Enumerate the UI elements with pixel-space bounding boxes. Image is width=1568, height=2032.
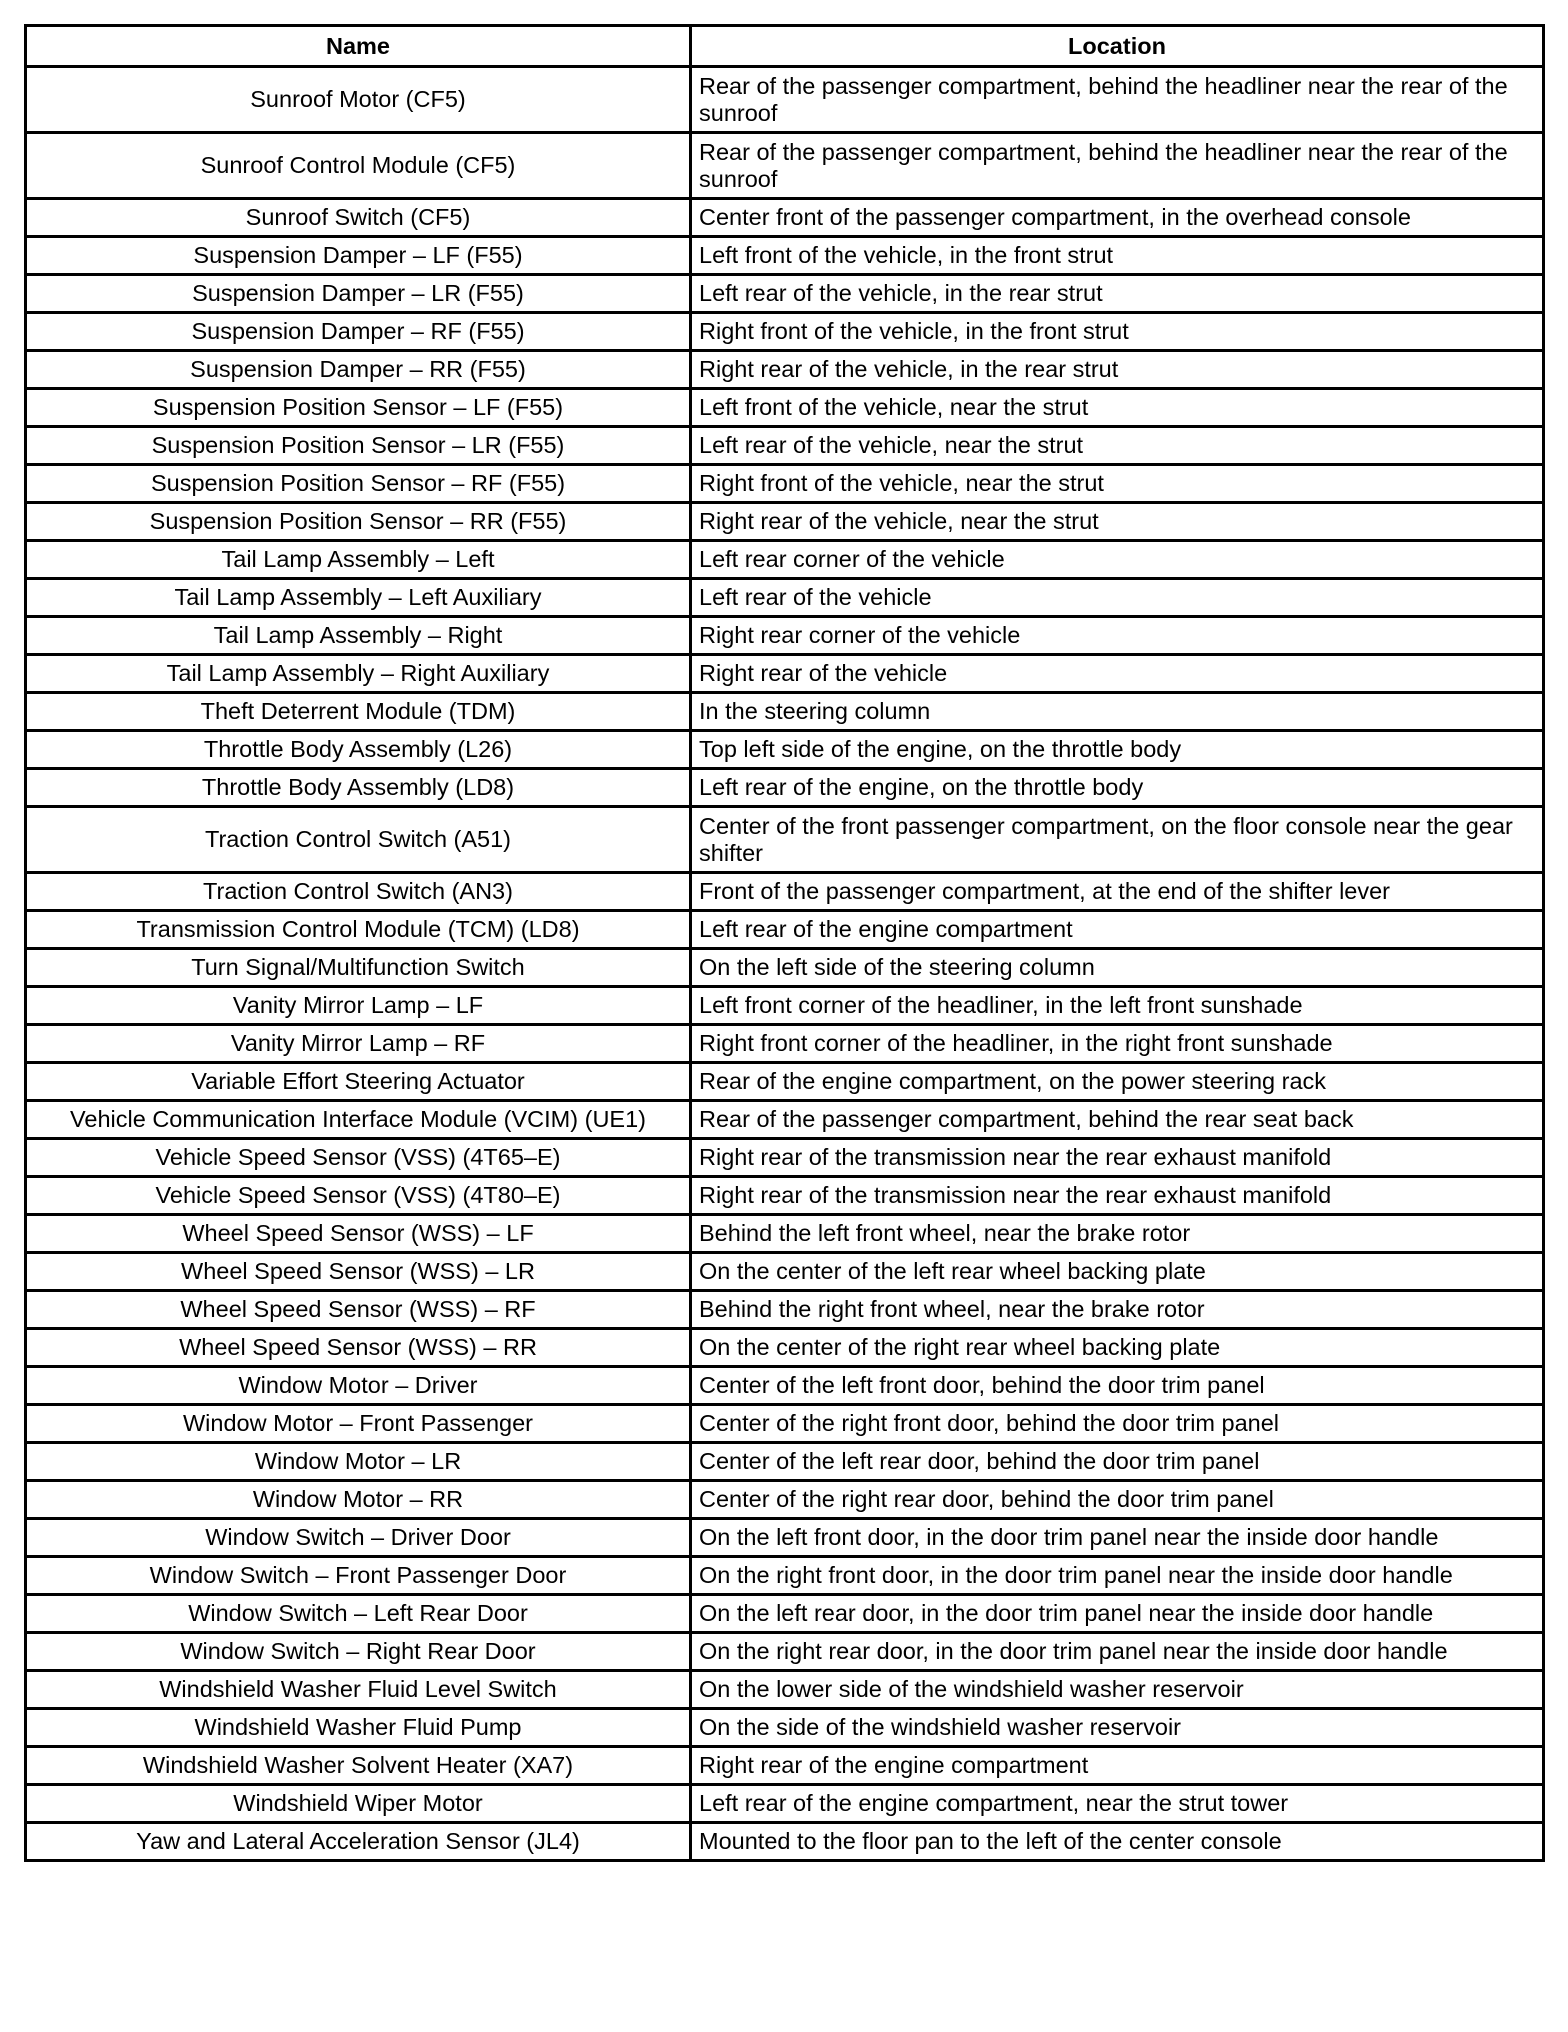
table-row: [26, 1747, 1544, 1785]
table-row: [26, 693, 1544, 731]
table-row: [26, 1633, 1544, 1671]
component-name-cell: Window Switch – Front Passenger Door: [26, 1557, 691, 1595]
table-row: [26, 987, 1544, 1025]
component-location-cell: Center of the front passenger compartment, on the floor console near the gear shifter: [691, 807, 1544, 873]
component-location-cell: Front of the passenger compartment, at the end of the shifter lever: [691, 873, 1544, 911]
component-location-cell: On the left front door, in the door trim panel near the inside door handle: [691, 1519, 1544, 1557]
component-location-cell: In the steering column: [691, 693, 1544, 731]
component-name-cell: Throttle Body Assembly (L26): [26, 731, 691, 769]
component-location-cell: Right front corner of the headliner, in the right front sunshade: [691, 1025, 1544, 1063]
table-row: [26, 1443, 1544, 1481]
component-location-cell: Right front of the vehicle, near the strut: [691, 465, 1544, 503]
table-header: [26, 26, 1544, 67]
component-name-cell: Window Motor – RR: [26, 1481, 691, 1519]
table-row: [26, 351, 1544, 389]
component-name-cell: Windshield Wiper Motor: [26, 1785, 691, 1823]
component-name-cell: Vanity Mirror Lamp – RF: [26, 1025, 691, 1063]
component-name-cell: Tail Lamp Assembly – Right Auxiliary: [26, 655, 691, 693]
table-row: [26, 911, 1544, 949]
table-row: [26, 617, 1544, 655]
table-row: [26, 1139, 1544, 1177]
component-name-cell: Sunroof Switch (CF5): [26, 199, 691, 237]
component-location-cell: Rear of the engine compartment, on the power steering rack: [691, 1063, 1544, 1101]
component-location-table: [24, 24, 1545, 1862]
component-location-cell: On the center of the right rear wheel backing plate: [691, 1329, 1544, 1367]
table-row: [26, 1709, 1544, 1747]
component-name-cell: Wheel Speed Sensor (WSS) – RF: [26, 1291, 691, 1329]
component-location-cell: Left rear of the vehicle, near the strut: [691, 427, 1544, 465]
location-column-header: Location: [691, 26, 1544, 67]
table-body: [26, 67, 1544, 1861]
component-location-cell: Center of the right rear door, behind the door trim panel: [691, 1481, 1544, 1519]
component-location-cell: On the side of the windshield washer reservoir: [691, 1709, 1544, 1747]
table-row: [26, 1557, 1544, 1595]
component-name-cell: Window Motor – Driver: [26, 1367, 691, 1405]
component-name-cell: Wheel Speed Sensor (WSS) – RR: [26, 1329, 691, 1367]
component-name-cell: Suspension Damper – LF (F55): [26, 237, 691, 275]
component-name-cell: Suspension Damper – LR (F55): [26, 275, 691, 313]
component-name-cell: Sunroof Control Module (CF5): [26, 133, 691, 199]
component-name-cell: Wheel Speed Sensor (WSS) – LF: [26, 1215, 691, 1253]
component-location-cell: Left rear of the vehicle, in the rear strut: [691, 275, 1544, 313]
component-name-cell: Suspension Position Sensor – RF (F55): [26, 465, 691, 503]
component-location-cell: Left rear of the engine compartment, near the strut tower: [691, 1785, 1544, 1823]
table-row: [26, 427, 1544, 465]
component-name-cell: Window Switch – Left Rear Door: [26, 1595, 691, 1633]
component-name-cell: Suspension Damper – RF (F55): [26, 313, 691, 351]
component-location-cell: On the right rear door, in the door trim panel near the inside door handle: [691, 1633, 1544, 1671]
component-location-cell: On the lower side of the windshield washer reservoir: [691, 1671, 1544, 1709]
table-row: [26, 769, 1544, 807]
table-row: [26, 275, 1544, 313]
component-location-cell: Right rear corner of the vehicle: [691, 617, 1544, 655]
table-row: [26, 579, 1544, 617]
component-name-cell: Theft Deterrent Module (TDM): [26, 693, 691, 731]
table-row: [26, 313, 1544, 351]
component-name-cell: Tail Lamp Assembly – Right: [26, 617, 691, 655]
table-row: [26, 199, 1544, 237]
component-name-cell: Vehicle Speed Sensor (VSS) (4T65–E): [26, 1139, 691, 1177]
component-location-cell: Center of the right front door, behind the door trim panel: [691, 1405, 1544, 1443]
table-row: [26, 731, 1544, 769]
component-location-cell: Right rear of the vehicle: [691, 655, 1544, 693]
table-row: [26, 1025, 1544, 1063]
table-row: [26, 67, 1544, 133]
component-name-cell: Yaw and Lateral Acceleration Sensor (JL4): [26, 1823, 691, 1861]
table-row: [26, 873, 1544, 911]
component-name-cell: Vanity Mirror Lamp – LF: [26, 987, 691, 1025]
component-name-cell: Traction Control Switch (A51): [26, 807, 691, 873]
table-row: [26, 1291, 1544, 1329]
table-row: [26, 1785, 1544, 1823]
component-location-cell: On the center of the left rear wheel backing plate: [691, 1253, 1544, 1291]
component-location-cell: Right rear of the transmission near the rear exhaust manifold: [691, 1139, 1544, 1177]
table-row: [26, 1405, 1544, 1443]
component-name-cell: Throttle Body Assembly (LD8): [26, 769, 691, 807]
table-row: [26, 1101, 1544, 1139]
component-name-cell: Tail Lamp Assembly – Left Auxiliary: [26, 579, 691, 617]
component-location-cell: On the left side of the steering column: [691, 949, 1544, 987]
component-name-cell: Sunroof Motor (CF5): [26, 67, 691, 133]
component-location-cell: Center of the left rear door, behind the door trim panel: [691, 1443, 1544, 1481]
component-name-cell: Transmission Control Module (TCM) (LD8): [26, 911, 691, 949]
table-row: [26, 541, 1544, 579]
table-row: [26, 465, 1544, 503]
component-location-cell: Left rear of the engine, on the throttle body: [691, 769, 1544, 807]
component-location-cell: Left rear of the vehicle: [691, 579, 1544, 617]
component-name-cell: Window Switch – Driver Door: [26, 1519, 691, 1557]
table-row: [26, 1063, 1544, 1101]
component-name-cell: Window Motor – Front Passenger: [26, 1405, 691, 1443]
table-row: [26, 655, 1544, 693]
table-row: [26, 133, 1544, 199]
component-location-cell: Center of the left front door, behind the door trim panel: [691, 1367, 1544, 1405]
component-name-cell: Suspension Position Sensor – LR (F55): [26, 427, 691, 465]
component-location-cell: Right front of the vehicle, in the front strut: [691, 313, 1544, 351]
component-location-cell: Right rear of the vehicle, near the strut: [691, 503, 1544, 541]
table-row: [26, 1215, 1544, 1253]
component-location-cell: Right rear of the transmission near the rear exhaust manifold: [691, 1177, 1544, 1215]
component-name-cell: Wheel Speed Sensor (WSS) – LR: [26, 1253, 691, 1291]
component-location-cell: Left rear of the engine compartment: [691, 911, 1544, 949]
component-location-cell: On the right front door, in the door trim panel near the inside door handle: [691, 1557, 1544, 1595]
component-location-cell: Left rear corner of the vehicle: [691, 541, 1544, 579]
component-location-cell: Right rear of the vehicle, in the rear strut: [691, 351, 1544, 389]
table-row: [26, 503, 1544, 541]
component-name-cell: Suspension Damper – RR (F55): [26, 351, 691, 389]
component-location-cell: Left front of the vehicle, in the front strut: [691, 237, 1544, 275]
table-row: [26, 1823, 1544, 1861]
table-row: [26, 1253, 1544, 1291]
table-row: [26, 389, 1544, 427]
component-name-cell: Vehicle Speed Sensor (VSS) (4T80–E): [26, 1177, 691, 1215]
header-row: [26, 26, 1544, 67]
component-location-cell: Mounted to the floor pan to the left of the center console: [691, 1823, 1544, 1861]
component-location-cell: Center front of the passenger compartment, in the overhead console: [691, 199, 1544, 237]
component-location-cell: Top left side of the engine, on the throttle body: [691, 731, 1544, 769]
table-row: [26, 237, 1544, 275]
component-name-cell: Turn Signal/Multifunction Switch: [26, 949, 691, 987]
component-location-cell: Behind the right front wheel, near the brake rotor: [691, 1291, 1544, 1329]
component-location-cell: Rear of the passenger compartment, behind the rear seat back: [691, 1101, 1544, 1139]
component-name-cell: Traction Control Switch (AN3): [26, 873, 691, 911]
table-row: [26, 1671, 1544, 1709]
component-name-cell: Tail Lamp Assembly – Left: [26, 541, 691, 579]
component-location-cell: Right rear of the engine compartment: [691, 1747, 1544, 1785]
component-name-cell: Windshield Washer Fluid Level Switch: [26, 1671, 691, 1709]
component-location-cell: Behind the left front wheel, near the brake rotor: [691, 1215, 1544, 1253]
table-row: [26, 1481, 1544, 1519]
table-row: [26, 1367, 1544, 1405]
component-location-cell: On the left rear door, in the door trim panel near the inside door handle: [691, 1595, 1544, 1633]
table-row: [26, 949, 1544, 987]
name-column-header: Name: [26, 26, 691, 67]
component-location-cell: Rear of the passenger compartment, behind the headliner near the rear of the sunroof: [691, 133, 1544, 199]
component-name-cell: Window Switch – Right Rear Door: [26, 1633, 691, 1671]
component-name-cell: Suspension Position Sensor – LF (F55): [26, 389, 691, 427]
table-row: [26, 1329, 1544, 1367]
component-name-cell: Window Motor – LR: [26, 1443, 691, 1481]
table-row: [26, 1519, 1544, 1557]
component-name-cell: Windshield Washer Solvent Heater (XA7): [26, 1747, 691, 1785]
table-row: [26, 1177, 1544, 1215]
table-row: [26, 807, 1544, 873]
table-row: [26, 1595, 1544, 1633]
component-name-cell: Windshield Washer Fluid Pump: [26, 1709, 691, 1747]
component-location-cell: Left front corner of the headliner, in the left front sunshade: [691, 987, 1544, 1025]
component-location-cell: Left front of the vehicle, near the strut: [691, 389, 1544, 427]
component-name-cell: Variable Effort Steering Actuator: [26, 1063, 691, 1101]
component-name-cell: Suspension Position Sensor – RR (F55): [26, 503, 691, 541]
component-name-cell: Vehicle Communication Interface Module (VCIM) (UE1): [26, 1101, 691, 1139]
component-location-cell: Rear of the passenger compartment, behind the headliner near the rear of the sunroof: [691, 67, 1544, 133]
